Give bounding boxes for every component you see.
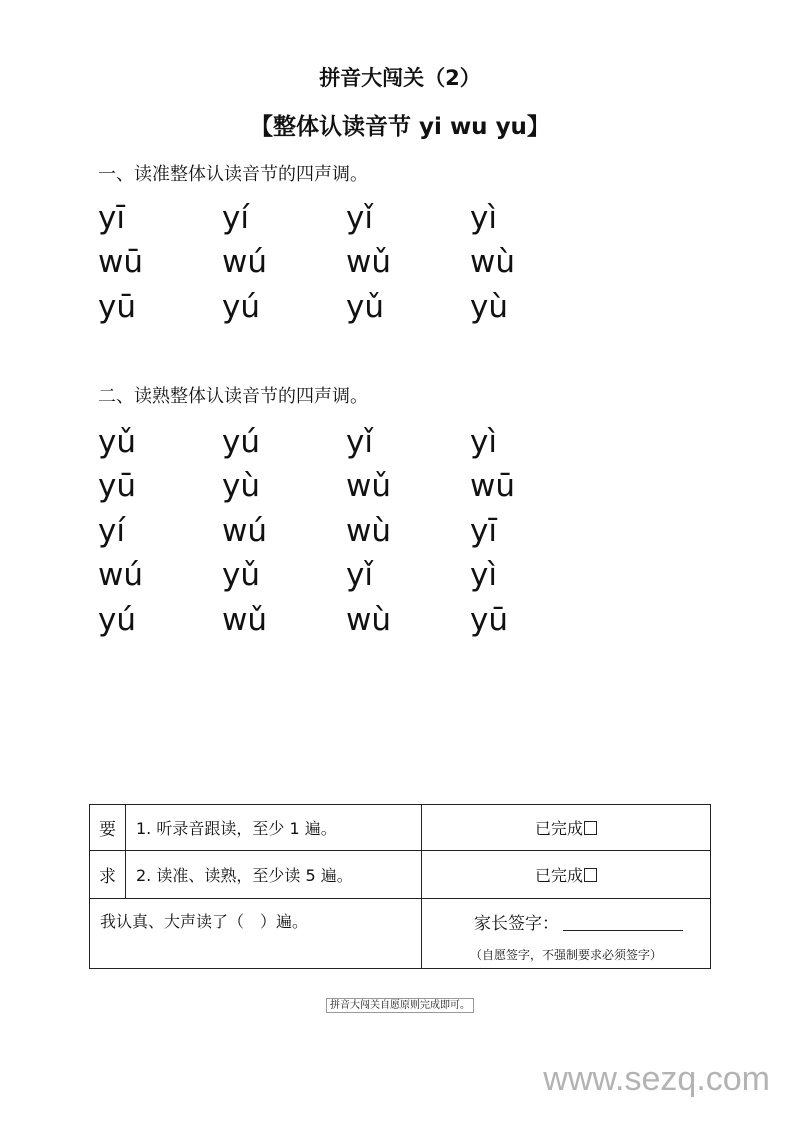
syllable-row [98, 465, 594, 510]
parent-sign-cell [422, 899, 711, 969]
syllable: yì [470, 557, 497, 594]
parent-sign-row [422, 909, 710, 934]
task-row [90, 805, 711, 851]
syllable: yì [470, 423, 497, 460]
parent-sign-field[interactable] [563, 930, 683, 931]
syllable: yù [470, 288, 508, 325]
page-title: 拼音大闯关（2） [319, 66, 481, 90]
syllable: yí [98, 512, 125, 549]
syllable: yú [222, 288, 260, 325]
syllable: wù [470, 244, 516, 281]
syllable: yǐ [346, 557, 373, 594]
syllable: yū [98, 468, 136, 505]
syllable: wū [98, 244, 144, 281]
syllable: yú [98, 601, 136, 638]
syllable: yǔ [98, 423, 136, 460]
task-2-status-label: 已完成 [534, 866, 583, 885]
syllable-row [98, 598, 594, 643]
syllable: yī [98, 199, 125, 236]
syllable: yǐ [346, 423, 373, 460]
syllable: wú [222, 512, 268, 549]
syllable-row [98, 241, 594, 286]
requirements-table [89, 804, 711, 969]
syllable: yǔ [346, 288, 384, 325]
syllable: yǔ [222, 557, 260, 594]
task-1-text: 1. 听录音跟读，至少 1 遍。 [126, 805, 422, 851]
syllable: yū [470, 601, 508, 638]
task-1-status-label: 已完成 [534, 819, 583, 838]
task-2-status [422, 851, 711, 899]
requirements-side-label-bottom: 求 [90, 851, 126, 899]
read-times-text: 我认真、大声读了（ ）遍。 [90, 899, 422, 969]
syllable: yí [222, 199, 249, 236]
page-subtitle: 【整体认读音节 yi wu yu】 [250, 114, 550, 140]
syllable-row [98, 554, 594, 599]
task-2-checkbox[interactable] [584, 868, 597, 882]
section-2-heading: 二、读熟整体认读音节的四声调。 [98, 386, 368, 407]
footer-note-text: 拼音大闯关自愿原则完成即可。 [326, 998, 474, 1013]
syllable: wú [98, 557, 144, 594]
task-1-checkbox[interactable] [584, 821, 597, 835]
watermark: www.sezq.com [543, 1060, 770, 1098]
section-1-syllable-grid [98, 196, 594, 330]
sign-note: （自愿签字，不强制要求必须签字） [469, 948, 662, 962]
task-2-text: 2. 读准、读熟，至少读 5 遍。 [126, 851, 422, 899]
section-2-syllable-grid [98, 420, 594, 643]
syllable: yǐ [346, 199, 373, 236]
syllable: yù [222, 468, 260, 505]
syllable: wǔ [222, 601, 268, 638]
syllable: wù [346, 601, 392, 638]
task-1-status [422, 805, 711, 851]
syllable: yú [222, 423, 260, 460]
task-row [90, 851, 711, 899]
parent-sign-label: 家长签字： [474, 914, 559, 934]
footer-note [0, 996, 800, 1011]
section-1-heading: 一、读准整体认读音节的四声调。 [98, 164, 368, 185]
syllable-row [98, 285, 594, 330]
syllable: yī [470, 512, 497, 549]
syllable: wǔ [346, 244, 392, 281]
syllable: wú [222, 244, 268, 281]
syllable-row [98, 420, 594, 465]
requirements-side-label-top: 要 [90, 805, 126, 851]
syllable: wù [346, 512, 392, 549]
sign-row [90, 899, 711, 969]
syllable-row [98, 509, 594, 554]
syllable: wū [470, 468, 516, 505]
syllable: wǔ [346, 468, 392, 505]
syllable: yū [98, 288, 136, 325]
syllable-row [98, 196, 594, 241]
syllable: yì [470, 199, 497, 236]
